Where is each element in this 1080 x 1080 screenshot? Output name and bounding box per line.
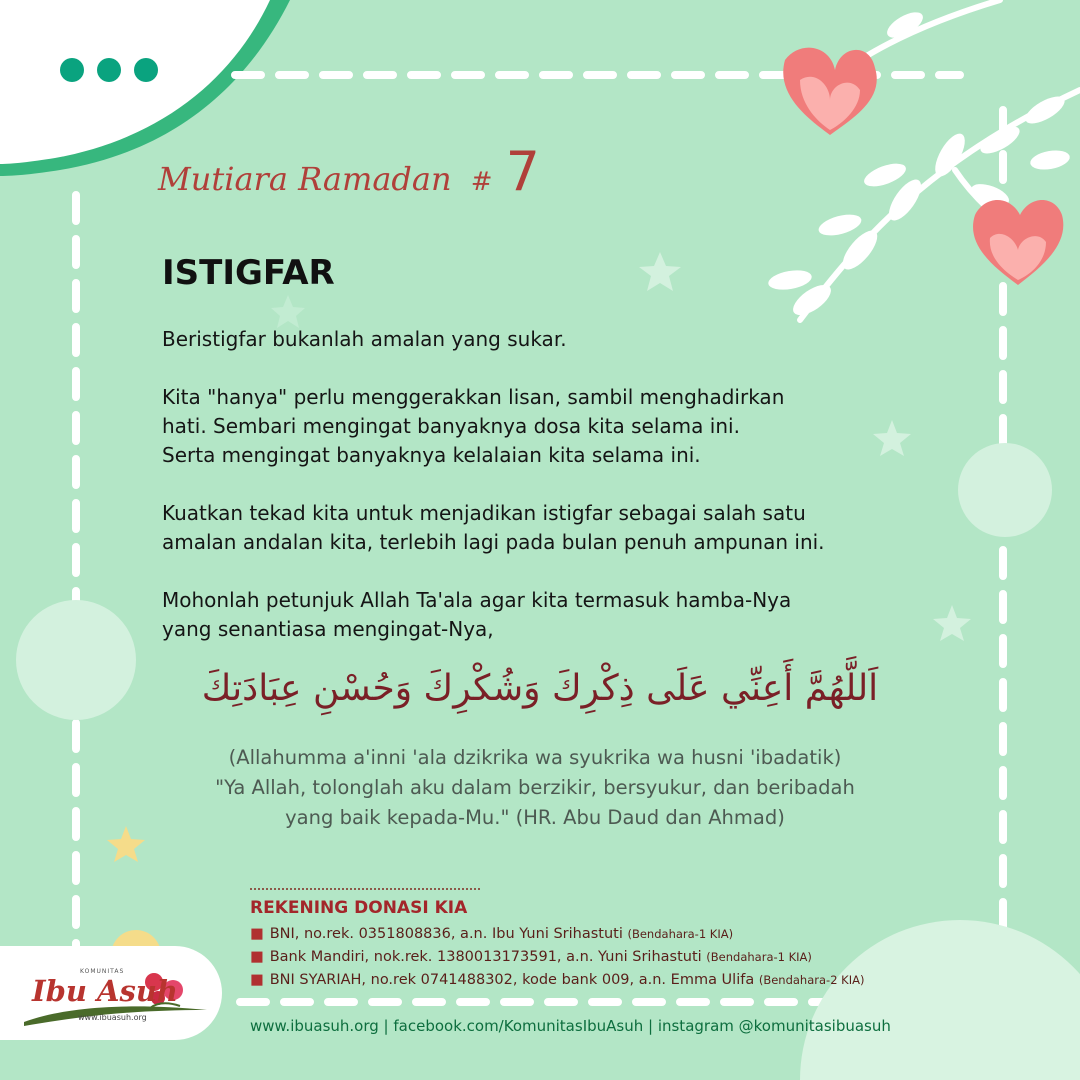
translation-line: yang baik kepada-Mu." (HR. Abu Daud dan Ahmad) bbox=[285, 806, 785, 829]
footer-links: www.ibuasuh.org | facebook.com/KomunitasIbuAsuh | instagram @komunitasibuasuh bbox=[250, 1017, 891, 1035]
flower-icon bbox=[973, 200, 1063, 285]
series-label bbox=[158, 140, 540, 203]
account-role: (Bendahara-2 KIA) bbox=[758, 973, 865, 987]
deco-circle-right bbox=[958, 443, 1052, 537]
account-role: (Bendahara-1 KIA) bbox=[627, 927, 734, 941]
account-text: BNI, no.rek. 0351808836, a.n. Ibu Yuni Srihastuti bbox=[269, 926, 623, 942]
page-title: ISTIGFAR bbox=[162, 253, 335, 293]
arabic-prayer: اَللَّهُمَّ أَعِنِّي عَلَى ذِكْرِكَ وَشُكْرِكَ وَحُسْنِ عِبَادَتِكَ bbox=[201, 668, 879, 709]
body-paragraph bbox=[162, 325, 942, 354]
body-paragraph bbox=[162, 383, 942, 470]
deco-circle-left bbox=[16, 600, 136, 720]
translation-line: "Ya Allah, tolonglah aku dalam berzikir, bersyukur, dan beribadah bbox=[215, 776, 855, 799]
body-paragraph bbox=[162, 586, 942, 644]
account-text: BNI SYARIAH, no.rek 0741488302, kode bank 009, a.n. Emma Ulifa bbox=[269, 972, 755, 988]
series-hash: # bbox=[470, 167, 493, 197]
list-item: ■ BNI, no.rek. 0351808836, a.n. Ibu Yuni Srihastuti (Bendahara-1 KIA) bbox=[250, 926, 734, 942]
body-text bbox=[162, 325, 942, 673]
body-line: yang senantiasa mengingat-Nya, bbox=[162, 617, 494, 641]
body-line: hati. Sembari mengingat banyaknya dosa kita selama ini. bbox=[162, 414, 740, 438]
dot bbox=[60, 58, 84, 82]
dots-indicator bbox=[60, 58, 171, 86]
account-text: Bank Mandiri, nok.rek. 1380013173591, a.n. Yuni Srihastuti bbox=[269, 949, 702, 965]
list-item: ■ BNI SYARIAH, no.rek 0741488302, kode bank 009, a.n. Emma Ulifa (Bendahara-2 KIA) bbox=[250, 972, 865, 988]
body-line: Kuatkan tekad kita untuk menjadikan istigfar sebagai salah satu bbox=[162, 501, 806, 525]
prayer-translation bbox=[110, 743, 960, 833]
body-line: Mohonlah petunjuk Allah Ta'ala agar kita termasuk hamba-Nya bbox=[162, 588, 792, 612]
logo-tagline: KOMUNITAS bbox=[80, 968, 125, 975]
logo-url: www.ibuasuh.org bbox=[78, 1013, 147, 1022]
donation-divider bbox=[250, 888, 480, 890]
dot bbox=[134, 58, 158, 82]
account-role: (Bendahara-1 KIA) bbox=[706, 950, 812, 964]
series-number: 7 bbox=[505, 140, 540, 203]
series-name: Mutiara Ramadan bbox=[158, 160, 452, 198]
body-line: amalan andalan kita, terlebih lagi pada bulan penuh ampunan ini. bbox=[162, 530, 825, 554]
transliteration: (Allahumma a'inni 'ala dzikrika wa syukrika wa husni 'ibadatik) bbox=[228, 746, 842, 769]
dot bbox=[97, 58, 121, 82]
body-paragraph bbox=[162, 499, 942, 557]
list-item: ■ Bank Mandiri, nok.rek. 1380013173591, a.n. Yuni Srihastuti (Bendahara-1 KIA) bbox=[250, 949, 812, 965]
body-line: Kita "hanya" perlu menggerakkan lisan, sambil menghadirkan bbox=[162, 385, 785, 409]
donation-accounts bbox=[250, 923, 864, 992]
logo-name: Ibu Asuh bbox=[32, 974, 179, 1008]
flower-icon bbox=[783, 48, 877, 135]
star-icon bbox=[639, 252, 681, 291]
donation-heading: REKENING DONASI KIA bbox=[250, 898, 468, 918]
body-line: Serta mengingat banyaknya kelalaian kita selama ini. bbox=[162, 443, 701, 467]
body-line: Beristigfar bukanlah amalan yang sukar. bbox=[162, 327, 567, 351]
star-icon bbox=[271, 295, 305, 328]
